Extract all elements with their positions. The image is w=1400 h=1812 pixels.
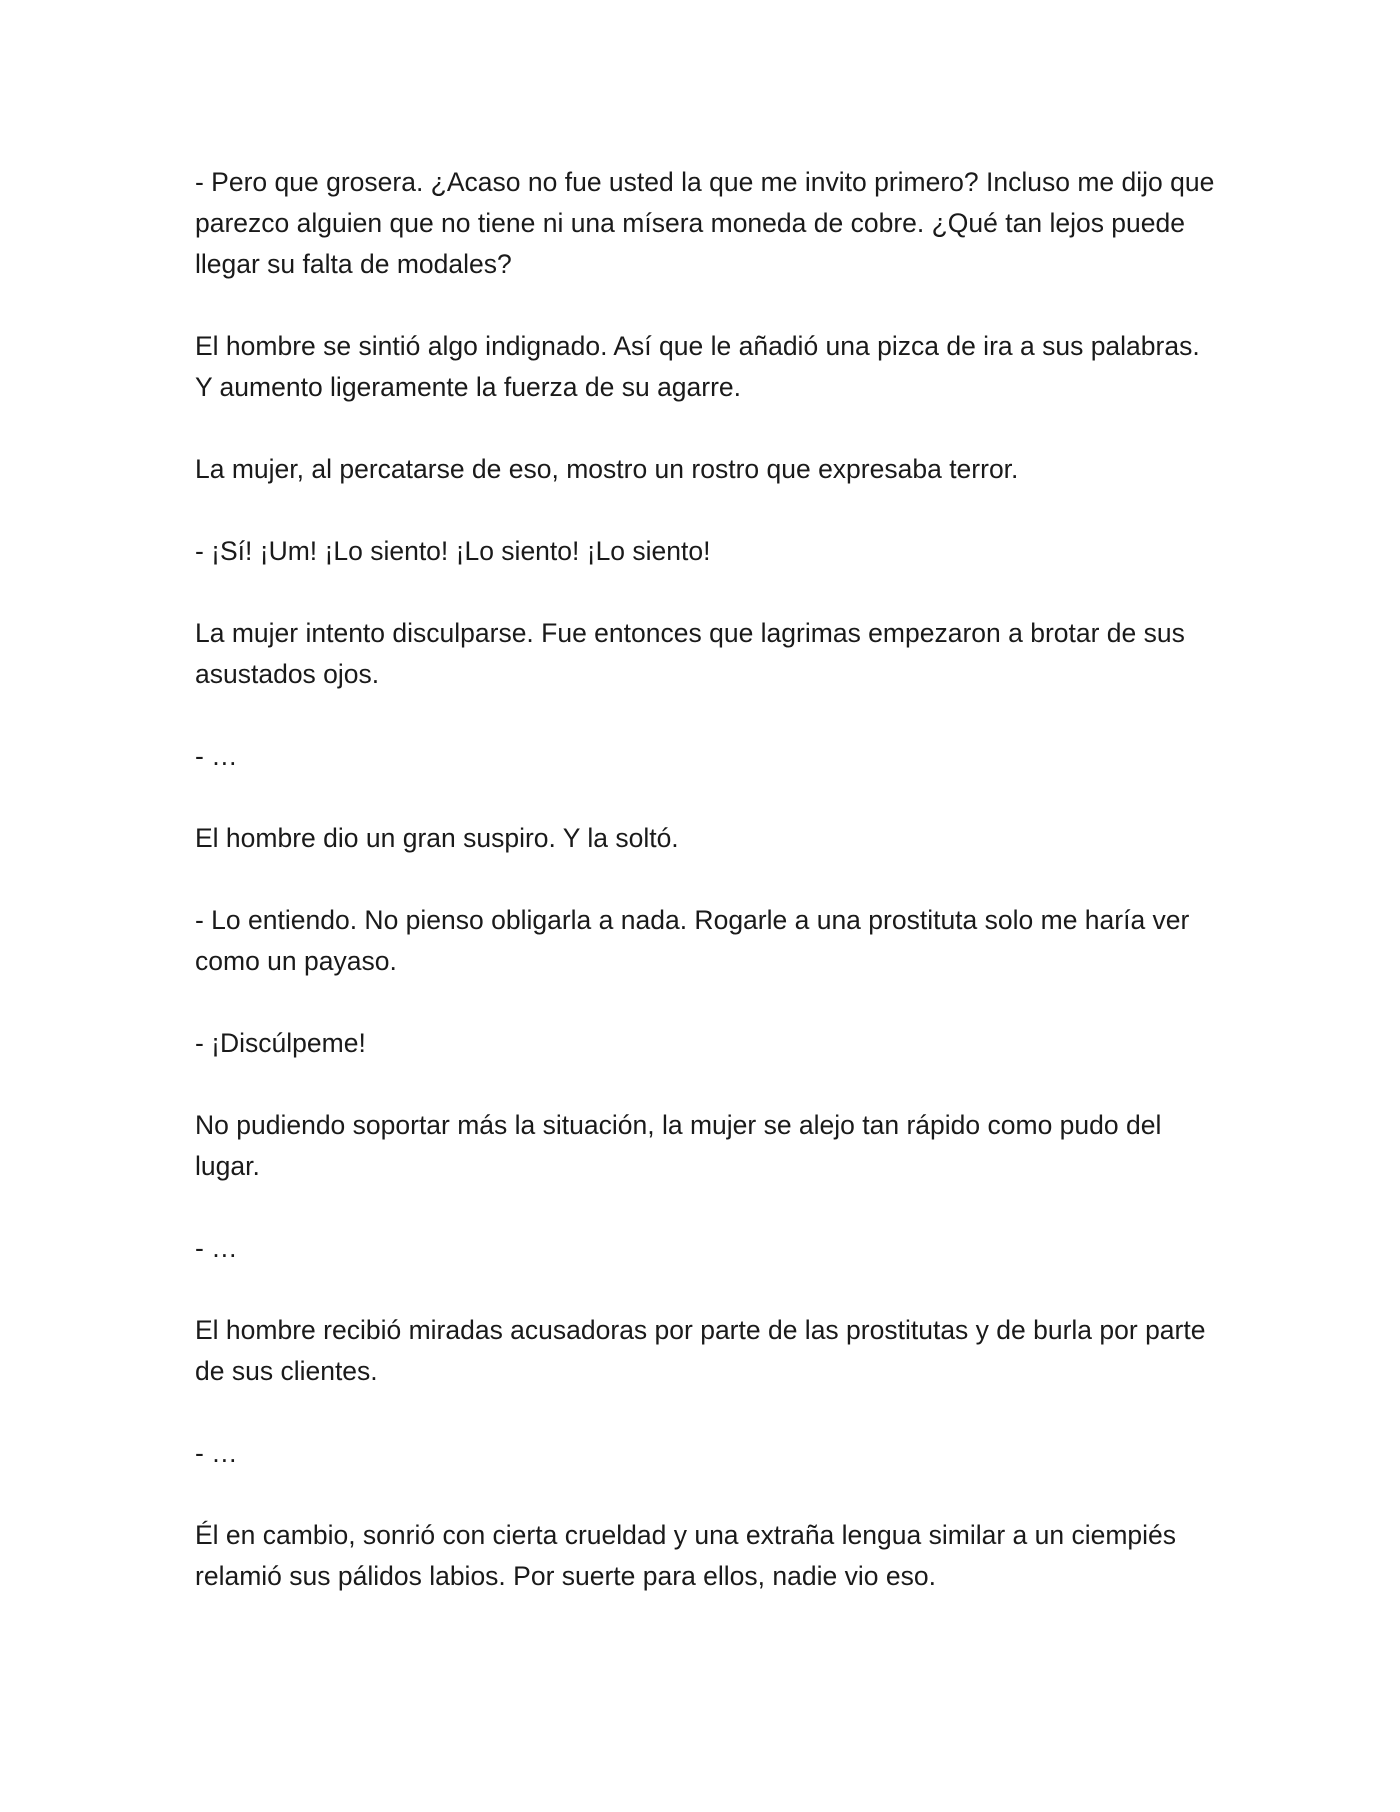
paragraph-narration: La mujer, al percatarse de eso, mostro un rostro que expresaba terror. bbox=[195, 454, 1019, 484]
document-body bbox=[195, 162, 1215, 1597]
paragraph-dialogue: - … bbox=[195, 1233, 238, 1263]
paragraph-narration: No pudiendo soportar más la situación, la mujer se alejo tan rápido como pudo del lugar. bbox=[195, 1110, 1162, 1181]
paragraph-narration: El hombre recibió miradas acusadoras por parte de las prostitutas y de burla por parte de sus clientes. bbox=[195, 1315, 1206, 1386]
paragraph-dialogue: - … bbox=[195, 741, 238, 771]
paragraph-dialogue: - … bbox=[195, 1438, 238, 1468]
paragraph-dialogue: - ¡Discúlpeme! bbox=[195, 1028, 366, 1058]
paragraph-dialogue: - ¡Sí! ¡Um! ¡Lo siento! ¡Lo siento! ¡Lo siento! bbox=[195, 536, 711, 566]
paragraph-narration: El hombre se sintió algo indignado. Así que le añadió una pizca de ira a sus palabras. Y aumento ligeramente la fuerza de su agarre. bbox=[195, 331, 1200, 402]
paragraph-dialogue: - Lo entiendo. No pienso obligarla a nada. Rogarle a una prostituta solo me haría ver como un payaso. bbox=[195, 905, 1190, 976]
paragraph-dialogue: - Pero que grosera. ¿Acaso no fue usted la que me invito primero? Incluso me dijo que parezco alguien que no tiene ni una mísera moneda de cobre. ¿Qué tan lejos puede llegar su falta de modales? bbox=[195, 167, 1215, 279]
paragraph-narration: La mujer intento disculparse. Fue entonces que lagrimas empezaron a brotar de sus asustados ojos. bbox=[195, 618, 1185, 689]
paragraph-narration: El hombre dio un gran suspiro. Y la soltó. bbox=[195, 823, 679, 853]
paragraph-narration: Él en cambio, sonrió con cierta crueldad y una extraña lengua similar a un ciempiés relamió sus pálidos labios. Por suerte para ellos, nadie vio eso. bbox=[195, 1520, 1177, 1591]
